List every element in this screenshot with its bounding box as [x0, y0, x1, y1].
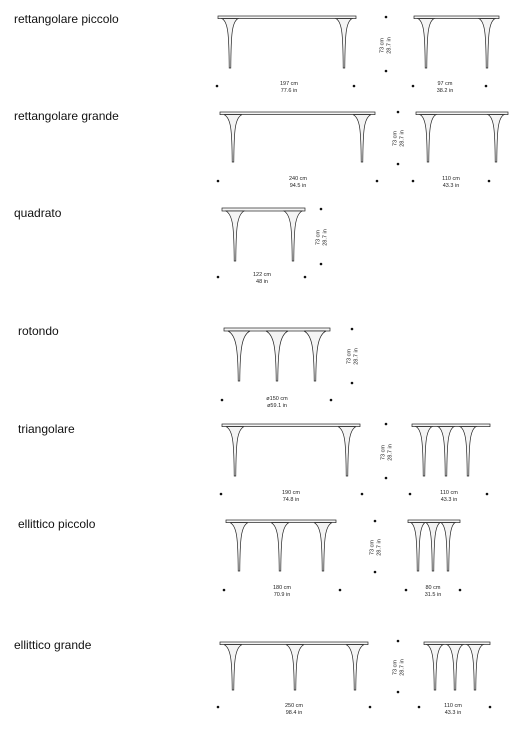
length-label-rettangolare-grande	[273, 176, 323, 189]
side-view-rettangolare-grande	[416, 112, 508, 162]
front-view-rotondo	[224, 328, 330, 381]
length-cm: 250 cm	[284, 703, 304, 709]
width-label-rettangolare-grande	[431, 176, 471, 189]
length-in: 98.4 in	[285, 709, 303, 716]
row-label-triangolare: triangolare	[18, 422, 75, 436]
length-in: 70.9 in	[273, 591, 291, 598]
front-view-quadrato	[222, 208, 305, 261]
height-label-quadrato	[316, 221, 329, 255]
height-in: 28.7 in	[376, 539, 382, 556]
width-in: 38.2 in	[436, 87, 454, 94]
marker-dots-rettangolare-grande	[217, 111, 491, 183]
height-in: 28.7 in	[386, 37, 392, 54]
length-cm: 180 cm	[272, 585, 292, 591]
height-label-rotondo	[347, 340, 360, 374]
front-view-rettangolare-grande	[220, 112, 375, 162]
height-cm: 73 cm	[315, 230, 322, 245]
width-in: 43.3 in	[442, 182, 460, 189]
row-label-rotondo: rotondo	[18, 324, 59, 338]
width-cm: 110 cm	[444, 703, 462, 709]
length-cm: ø150 cm	[266, 396, 288, 402]
row-label-ellittico-piccolo: ellittico piccolo	[18, 517, 96, 531]
height-cm: 73 cm	[379, 38, 386, 53]
front-view-triangolare	[222, 424, 360, 476]
side-view-rettangolare-piccolo	[414, 16, 499, 68]
width-cm: 110 cm	[442, 176, 460, 182]
length-in: 94.5 in	[289, 182, 307, 189]
length-label-quadrato	[237, 272, 287, 285]
height-in: 28.7 in	[399, 130, 405, 147]
width-in: 31.5 in	[424, 591, 442, 598]
height-in: 28.7 in	[322, 229, 328, 246]
length-label-ellittico-piccolo	[257, 585, 307, 598]
front-view-rettangolare-piccolo	[218, 16, 356, 68]
width-cm: 80 cm	[425, 585, 441, 591]
width-in: 43.3 in	[444, 709, 462, 716]
front-view-ellittico-grande	[220, 642, 368, 690]
marker-dots-ellittico-piccolo	[223, 520, 462, 592]
height-label-triangolare	[381, 436, 394, 470]
length-cm: 197 cm	[279, 81, 299, 87]
length-label-rotondo	[252, 396, 302, 409]
height-cm: 73 cm	[369, 540, 376, 555]
width-in: 43.3 in	[440, 496, 458, 503]
width-label-ellittico-piccolo	[413, 585, 453, 598]
width-label-rettangolare-piccolo	[425, 81, 465, 94]
height-cm: 73 cm	[380, 445, 387, 460]
length-label-rettangolare-piccolo	[264, 81, 314, 94]
length-in: 77.6 in	[280, 87, 298, 94]
height-in: 28.7 in	[387, 444, 393, 461]
length-cm: 122 cm	[252, 272, 272, 278]
length-cm: 190 cm	[281, 490, 301, 496]
height-label-ellittico-grande	[393, 651, 406, 685]
height-label-ellittico-piccolo	[370, 531, 383, 565]
length-label-triangolare	[266, 490, 316, 503]
height-in: 28.7 in	[399, 659, 405, 676]
length-in: 48 in	[256, 278, 268, 285]
length-label-ellittico-grande	[269, 703, 319, 716]
length-in: 74.8 in	[282, 496, 300, 503]
length-in: ø59.1 in	[267, 402, 287, 409]
side-view-triangolare	[412, 424, 490, 476]
width-cm: 110 cm	[440, 490, 458, 496]
width-label-triangolare	[429, 490, 469, 503]
height-label-rettangolare-piccolo	[380, 29, 393, 63]
row-label-quadrato: quadrato	[14, 206, 62, 220]
marker-dots-rettangolare-piccolo	[216, 16, 488, 88]
row-label-ellittico-grande: ellittico grande	[14, 638, 92, 652]
side-view-ellittico-piccolo	[408, 520, 460, 571]
height-in: 28.7 in	[353, 348, 359, 365]
height-cm: 73 cm	[392, 131, 399, 146]
width-cm: 97 cm	[437, 81, 453, 87]
length-cm: 240 cm	[288, 176, 308, 182]
front-view-ellittico-piccolo	[226, 520, 336, 571]
row-label-rettangolare-grande: rettangolare grande	[14, 109, 119, 123]
height-cm: 73 cm	[346, 349, 353, 364]
height-label-rettangolare-grande	[393, 122, 406, 156]
height-cm: 73 cm	[392, 660, 399, 675]
side-view-ellittico-grande	[424, 642, 490, 690]
width-label-ellittico-grande	[433, 703, 473, 716]
row-label-rettangolare-piccolo: rettangolare piccolo	[14, 12, 119, 26]
